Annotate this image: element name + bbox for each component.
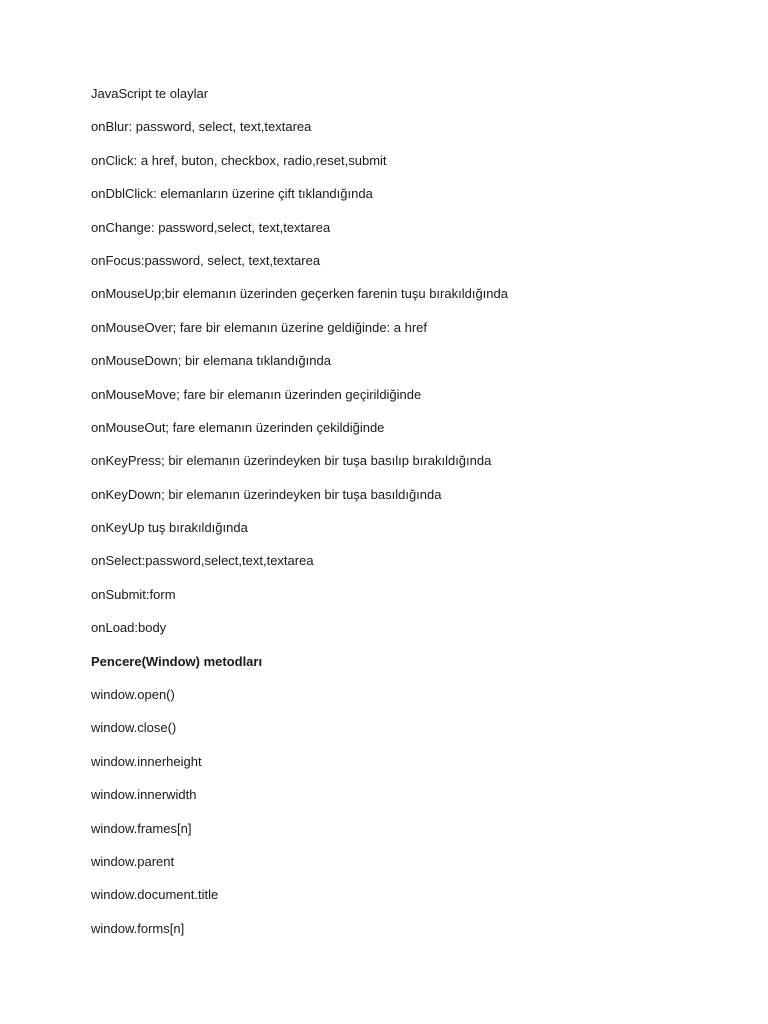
text-line: onChange: password,select, text,textarea bbox=[91, 219, 331, 235]
text-line: onDblClick: elemanların üzerine çift tıklandığında bbox=[91, 186, 373, 202]
text-line: onMouseOver; fare bir elemanın üzerine geldiğinde: a href bbox=[91, 319, 428, 335]
text-line: JavaScript te olaylar bbox=[91, 86, 209, 101]
text-line: onMouseUp;bir elemanın üzerinden geçerken farenin tuşu bırakıldığında bbox=[91, 286, 508, 302]
text-line: onSelect:password,select,text,textarea bbox=[91, 553, 314, 569]
text-line: onMouseDown; bir elemana tıklandığında bbox=[91, 353, 331, 369]
section-heading: Pencere(Window) metodları bbox=[91, 653, 263, 669]
text-line: window.frames[n] bbox=[91, 820, 192, 836]
text-line: onLoad:body bbox=[91, 620, 167, 636]
text-line: window.innerheight bbox=[91, 753, 202, 769]
text-line: window.parent bbox=[91, 853, 175, 869]
text-line: window.document.title bbox=[91, 887, 219, 903]
text-line: onMouseOut; fare elemanın üzerinden çekildiğinde bbox=[91, 419, 385, 435]
document-body bbox=[91, 85, 691, 953]
text-line: window.close() bbox=[91, 720, 177, 736]
text-line: window.innerwidth bbox=[91, 787, 197, 803]
text-line: onFocus:password, select, text,textarea bbox=[91, 252, 321, 268]
text-line: onClick: a href, buton, checkbox, radio,reset,submit bbox=[91, 152, 387, 168]
text-line: onKeyPress; bir elemanın üzerindeyken bir tuşa basılıp bırakıldığında bbox=[91, 453, 492, 469]
text-line: onKeyUp tuş bırakıldığında bbox=[91, 520, 248, 536]
text-line: onSubmit:form bbox=[91, 586, 176, 602]
text-line: onKeyDown; bir elemanın üzerindeyken bir tuşa basıldığında bbox=[91, 486, 442, 502]
text-line: onMouseMove; fare bir elemanın üzerinden geçirildiğinde bbox=[91, 386, 422, 402]
text-line: onBlur: password, select, text,textarea bbox=[91, 119, 312, 135]
text-line: window.open() bbox=[91, 687, 175, 703]
text-line: window.forms[n] bbox=[91, 920, 185, 936]
